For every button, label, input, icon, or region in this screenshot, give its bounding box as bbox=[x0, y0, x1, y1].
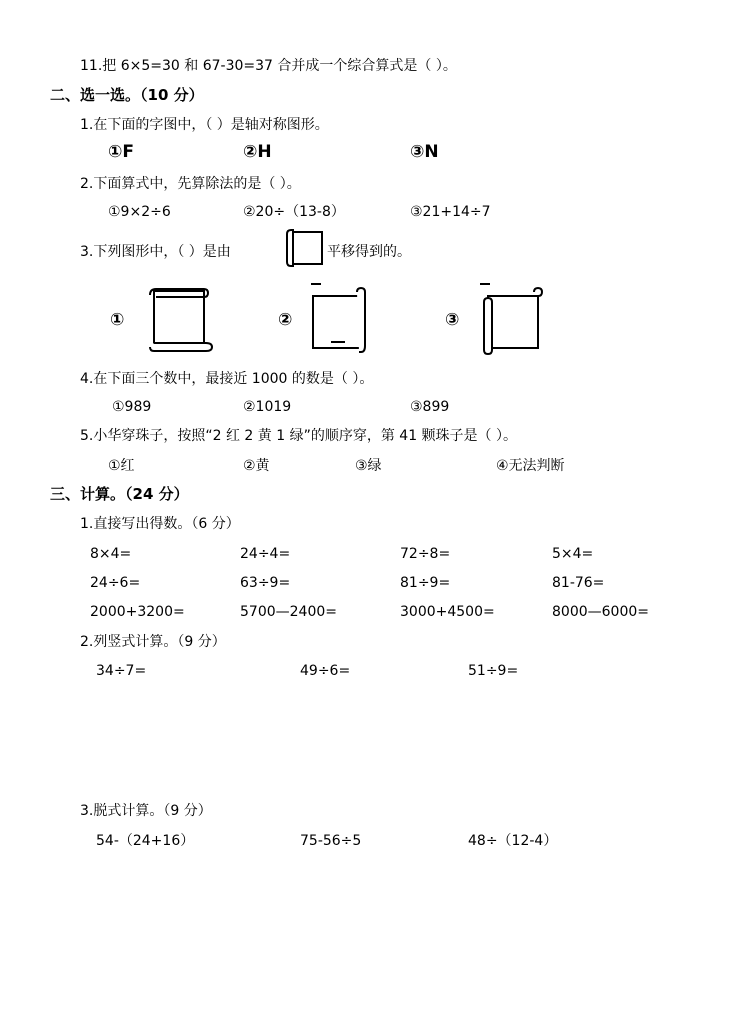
s2-q2-option-2: ②20÷（13-8） bbox=[243, 204, 345, 220]
s2-q4-option-3: ③899 bbox=[410, 399, 450, 415]
s3-q1-text: 1.直接写出得数。（6 分） bbox=[80, 516, 240, 532]
s2-q5-option-4: ④无法判断 bbox=[496, 458, 565, 474]
scroll-option-2-icon bbox=[305, 280, 375, 356]
s2-q2-text: 2.下面算式中，先算除法的是（ ）。 bbox=[80, 176, 301, 192]
s2-q3-label-1: ① bbox=[110, 310, 125, 330]
s2-q5-text: 5.小华穿珠子，按照“2 红 2 黄 1 绿”的顺序穿，第 41 颗珠子是（ ）。 bbox=[80, 428, 517, 444]
calc-item: 63÷9= bbox=[240, 575, 291, 591]
section-2-heading: 二、选一选。（10 分） bbox=[50, 86, 204, 104]
calc-item: 5×4= bbox=[552, 546, 594, 562]
vertical-calc-item: 34÷7= bbox=[96, 663, 147, 679]
s2-q3-label-2: ② bbox=[278, 310, 293, 330]
calc-item: 2000+3200= bbox=[90, 604, 185, 620]
vertical-calc-item: 49÷6= bbox=[300, 663, 351, 679]
s2-q5-option-1: ①红 bbox=[108, 458, 135, 474]
calc-item: 81-76= bbox=[552, 575, 605, 591]
s2-q2-option-1: ①9×2÷6 bbox=[108, 204, 171, 220]
calc-item: 72÷8= bbox=[400, 546, 451, 562]
calc-item: 5700—2400= bbox=[240, 604, 337, 620]
s2-q1-option-1: ①F bbox=[108, 142, 135, 162]
s3-q2-text: 2.列竖式计算。（9 分） bbox=[80, 634, 226, 650]
s2-q1-option-3: ③N bbox=[410, 142, 439, 162]
s2-q3-label-3: ③ bbox=[445, 310, 460, 330]
s2-q2-option-3: ③21+14÷7 bbox=[410, 204, 491, 220]
stepwise-calc-item: 75-56÷5 bbox=[300, 833, 362, 849]
question-11: 11.把 6×5=30 和 67-30=37 合并成一个综合算式是（ ）。 bbox=[80, 58, 457, 74]
scroll-option-1-icon bbox=[140, 285, 216, 355]
s3-q3-text: 3.脱式计算。（9 分） bbox=[80, 803, 212, 819]
calc-item: 24÷4= bbox=[240, 546, 291, 562]
stepwise-calc-item: 48÷（12-4） bbox=[468, 833, 558, 849]
section-3-heading: 三、计算。（24 分） bbox=[50, 485, 189, 503]
calc-item: 24÷6= bbox=[90, 575, 141, 591]
calc-item: 8000—6000= bbox=[552, 604, 649, 620]
s2-q4-option-1: ①989 bbox=[112, 399, 152, 415]
vertical-calc-item: 51÷9= bbox=[468, 663, 519, 679]
s2-q1-text: 1.在下面的字图中，（ ）是轴对称图形。 bbox=[80, 117, 329, 133]
s2-q4-text: 4.在下面三个数中，最接近 1000 的数是（ ）。 bbox=[80, 371, 374, 387]
s2-q4-option-2: ②1019 bbox=[243, 399, 292, 415]
s2-q3-text-before: 3.下列图形中，（ ）是由 bbox=[80, 244, 231, 260]
s2-q1-option-2: ②H bbox=[243, 142, 272, 162]
scroll-shape-icon bbox=[284, 228, 326, 270]
s2-q3-text-after: 平移得到的。 bbox=[327, 244, 411, 260]
scroll-option-3-icon bbox=[474, 280, 548, 356]
calc-item: 8×4= bbox=[90, 546, 132, 562]
s2-q5-option-2: ②黄 bbox=[243, 458, 270, 474]
calc-item: 81÷9= bbox=[400, 575, 451, 591]
s2-q5-option-3: ③绿 bbox=[355, 458, 382, 474]
calc-item: 3000+4500= bbox=[400, 604, 495, 620]
stepwise-calc-item: 54-（24+16） bbox=[96, 833, 195, 849]
